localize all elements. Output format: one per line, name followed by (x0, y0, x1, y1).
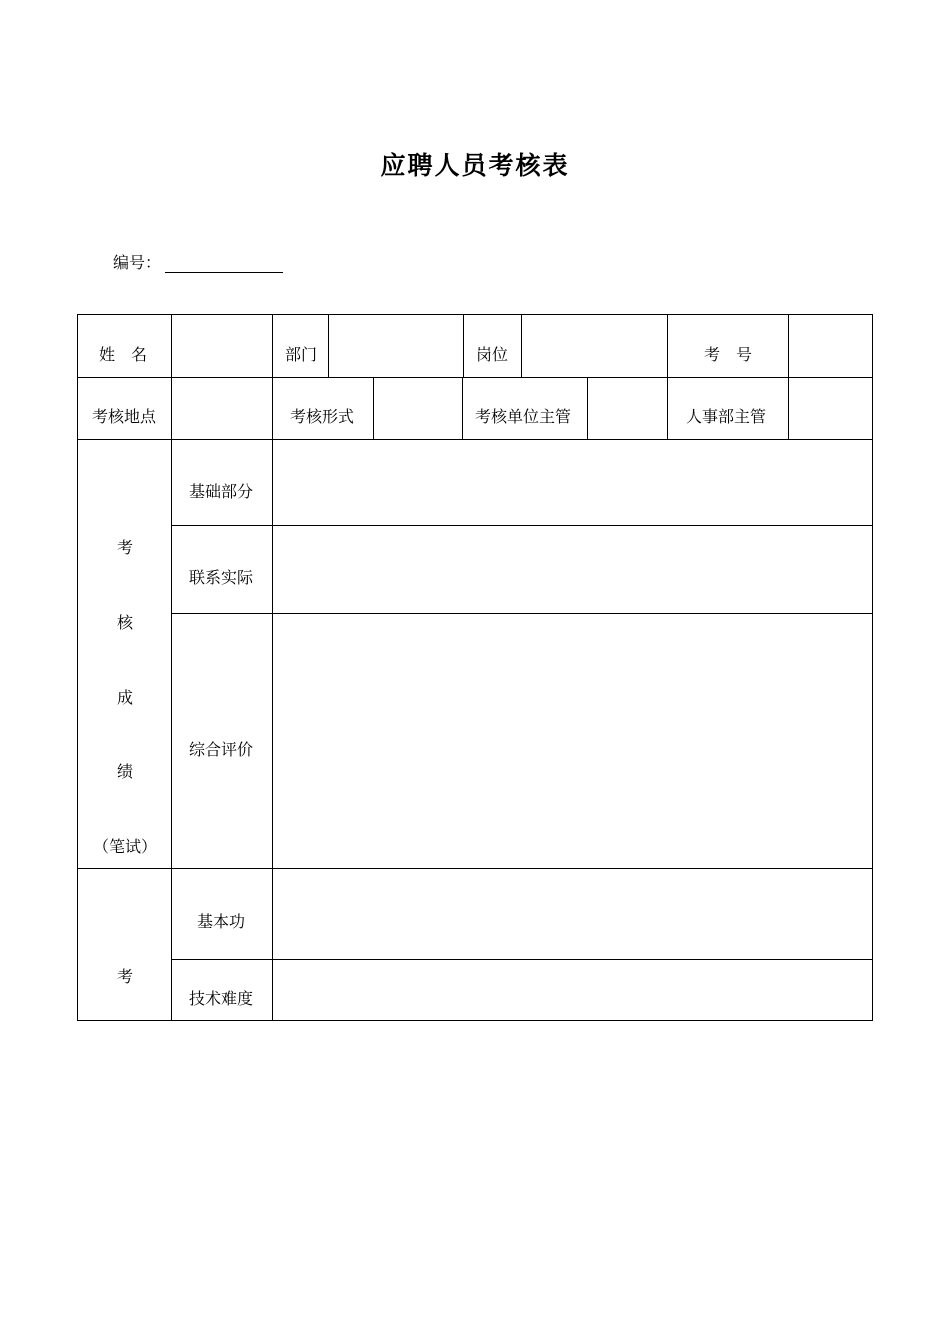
name-field[interactable] (173, 316, 271, 376)
written-note: （笔试） (93, 837, 158, 856)
technical-difficulty-label: 技术难度 (189, 989, 254, 1008)
written-heading-char: 核 (117, 613, 134, 632)
fundamentals-label: 基本功 (197, 912, 246, 931)
unit-supervisor-field[interactable] (589, 379, 666, 438)
exam-number-label: 考 号 (704, 345, 753, 364)
exam-location-field[interactable] (173, 379, 271, 438)
fundamentals-field[interactable] (274, 870, 871, 958)
department-field[interactable] (330, 316, 462, 376)
post-field[interactable] (523, 316, 666, 376)
overall-evaluation-field[interactable] (274, 615, 871, 867)
exam-form-label: 考核形式 (290, 407, 355, 426)
post-label: 岗位 (476, 345, 509, 364)
written-heading-char: 考 (117, 538, 134, 557)
practical-heading-char: 考 (117, 967, 134, 986)
serial-label: 编号： (113, 253, 162, 272)
basics-label: 基础部分 (189, 482, 254, 501)
exam-form-field[interactable] (375, 379, 461, 438)
basics-field[interactable] (274, 441, 871, 524)
hr-supervisor-label: 人事部主管 (686, 407, 767, 426)
practice-link-label: 联系实际 (189, 568, 254, 587)
serial-input[interactable] (165, 254, 283, 273)
exam-number-field[interactable] (790, 316, 871, 376)
name-label: 姓 名 (99, 345, 148, 364)
practice-link-field[interactable] (274, 527, 871, 612)
exam-location-label: 考核地点 (92, 407, 157, 426)
form-title: 应聘人员考核表 (380, 151, 570, 180)
overall-evaluation-label: 综合评价 (189, 740, 254, 759)
technical-difficulty-field[interactable] (274, 961, 871, 1020)
unit-supervisor-label: 考核单位主管 (475, 407, 572, 426)
written-heading-char: 绩 (117, 762, 134, 781)
hr-supervisor-field[interactable] (790, 379, 871, 438)
department-label: 部门 (285, 345, 318, 364)
written-heading-char: 成 (117, 688, 134, 707)
serial-number (113, 250, 283, 273)
